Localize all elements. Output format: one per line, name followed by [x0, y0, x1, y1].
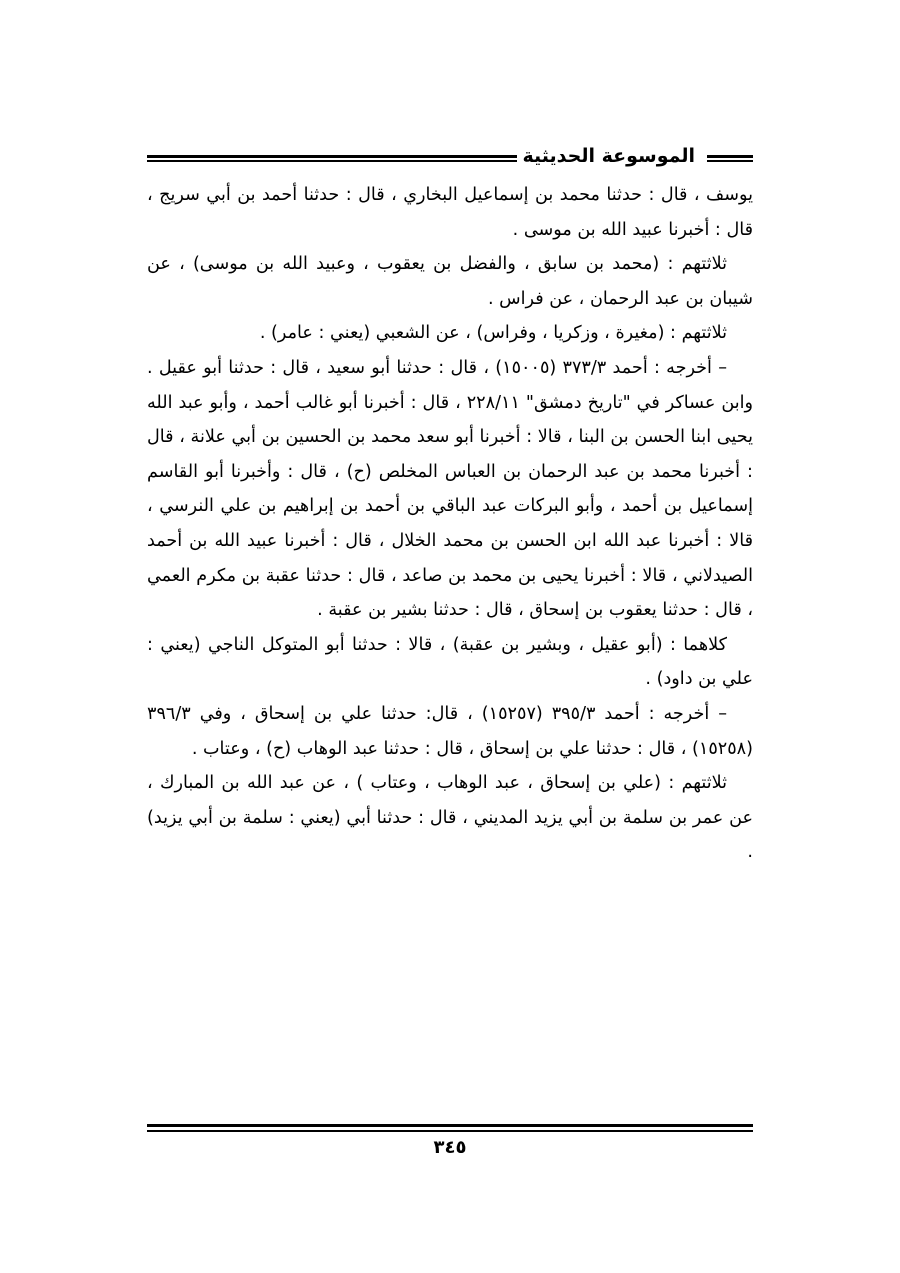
paragraph: – أخرجه : أحمد ٣٧٣/٣ (١٥٠٠٥) ، قال : حدثنا أبو سعيد ، قال : حدثنا أبو عقيل . وابن عساكر في "تاريخ دمشق" ٢٢٨/١١ ، قال : أخبرنا أبو غالب أحمد ، وأبو عبد الله يحيى ابنا الحسن بن البنا ، قالا : أخبرنا أبو سعد محمد بن الحسين بن أبي علانة ، قال : أخبرنا محمد بن عبد الرحمان بن العباس المخلص (ح) ، قال : وأخبرنا أبو القاسم إسماعيل بن أحمد ، وأبو البركات عبد الباقي بن أحمد بن إبراهيم بن علي النرسي ، قالا : أخبرنا عبد الله ابن الحسن بن محمد الخلال ، قال : أخبرنا عبيد الله بن أحمد الصيدلاني ، قالا : أخبرنا يحيى بن محمد بن صاعد ، قال : حدثنا عقبة بن مكرم العمي ، قال : حدثنا يعقوب بن إسحاق ، قال : حدثنا بشير بن عقبة .	[147, 357, 753, 621]
paragraph: ثلاثتهم : (مغيرة ، وزكريا ، وفراس) ، عن الشعبي (يعني : عامر) .	[259, 323, 727, 344]
paragraph: كلاهما : (أبو عقيل ، وبشير بن عقبة) ، قالا : حدثنا أبو المتوكل الناجي (يعني : علي بن داود) .	[147, 634, 753, 690]
paragraph: ثلاثتهم : (علي بن إسحاق ، عبد الوهاب ، وعتاب ) ، عن عبد الله بن المبارك ، عن عمر بن سلمة بن أبي يزيد المديني ، قال : حدثنا أبي (يعني : سلمة بن أبي يزيد) .	[147, 773, 753, 863]
paragraph: يوسف ، قال : حدثنا محمد بن إسماعيل البخاري ، قال : حدثنا أحمد بن أبي سريج ، قال : أخبرنا عبيد الله بن موسى .	[147, 185, 753, 240]
header-rule-right	[707, 155, 753, 162]
paragraph: – أخرجه : أحمد ٣٩٥/٣ (١٥٢٥٧) ، قال: حدثنا علي بن إسحاق ، وفي ٣٩٦/٣ (١٥٢٥٨) ، قال : حدثنا علي بن إسحاق ، قال : حدثنا عبد الوهاب (ح) ، وعتاب .	[147, 703, 753, 759]
header-rule-left	[147, 155, 517, 162]
page-number: ٣٤٥	[433, 1137, 467, 1158]
header-title: الموسوعة الحديثية	[522, 145, 695, 167]
page-body	[147, 178, 753, 870]
paragraph: ثلاثتهم : (محمد بن سابق ، والفضل بن يعقوب ، وعبيد الله بن موسى) ، عن شيبان بن عبد الرحمان ، عن فراس .	[147, 254, 753, 309]
running-header	[147, 141, 753, 171]
footer-rule	[147, 1124, 753, 1132]
